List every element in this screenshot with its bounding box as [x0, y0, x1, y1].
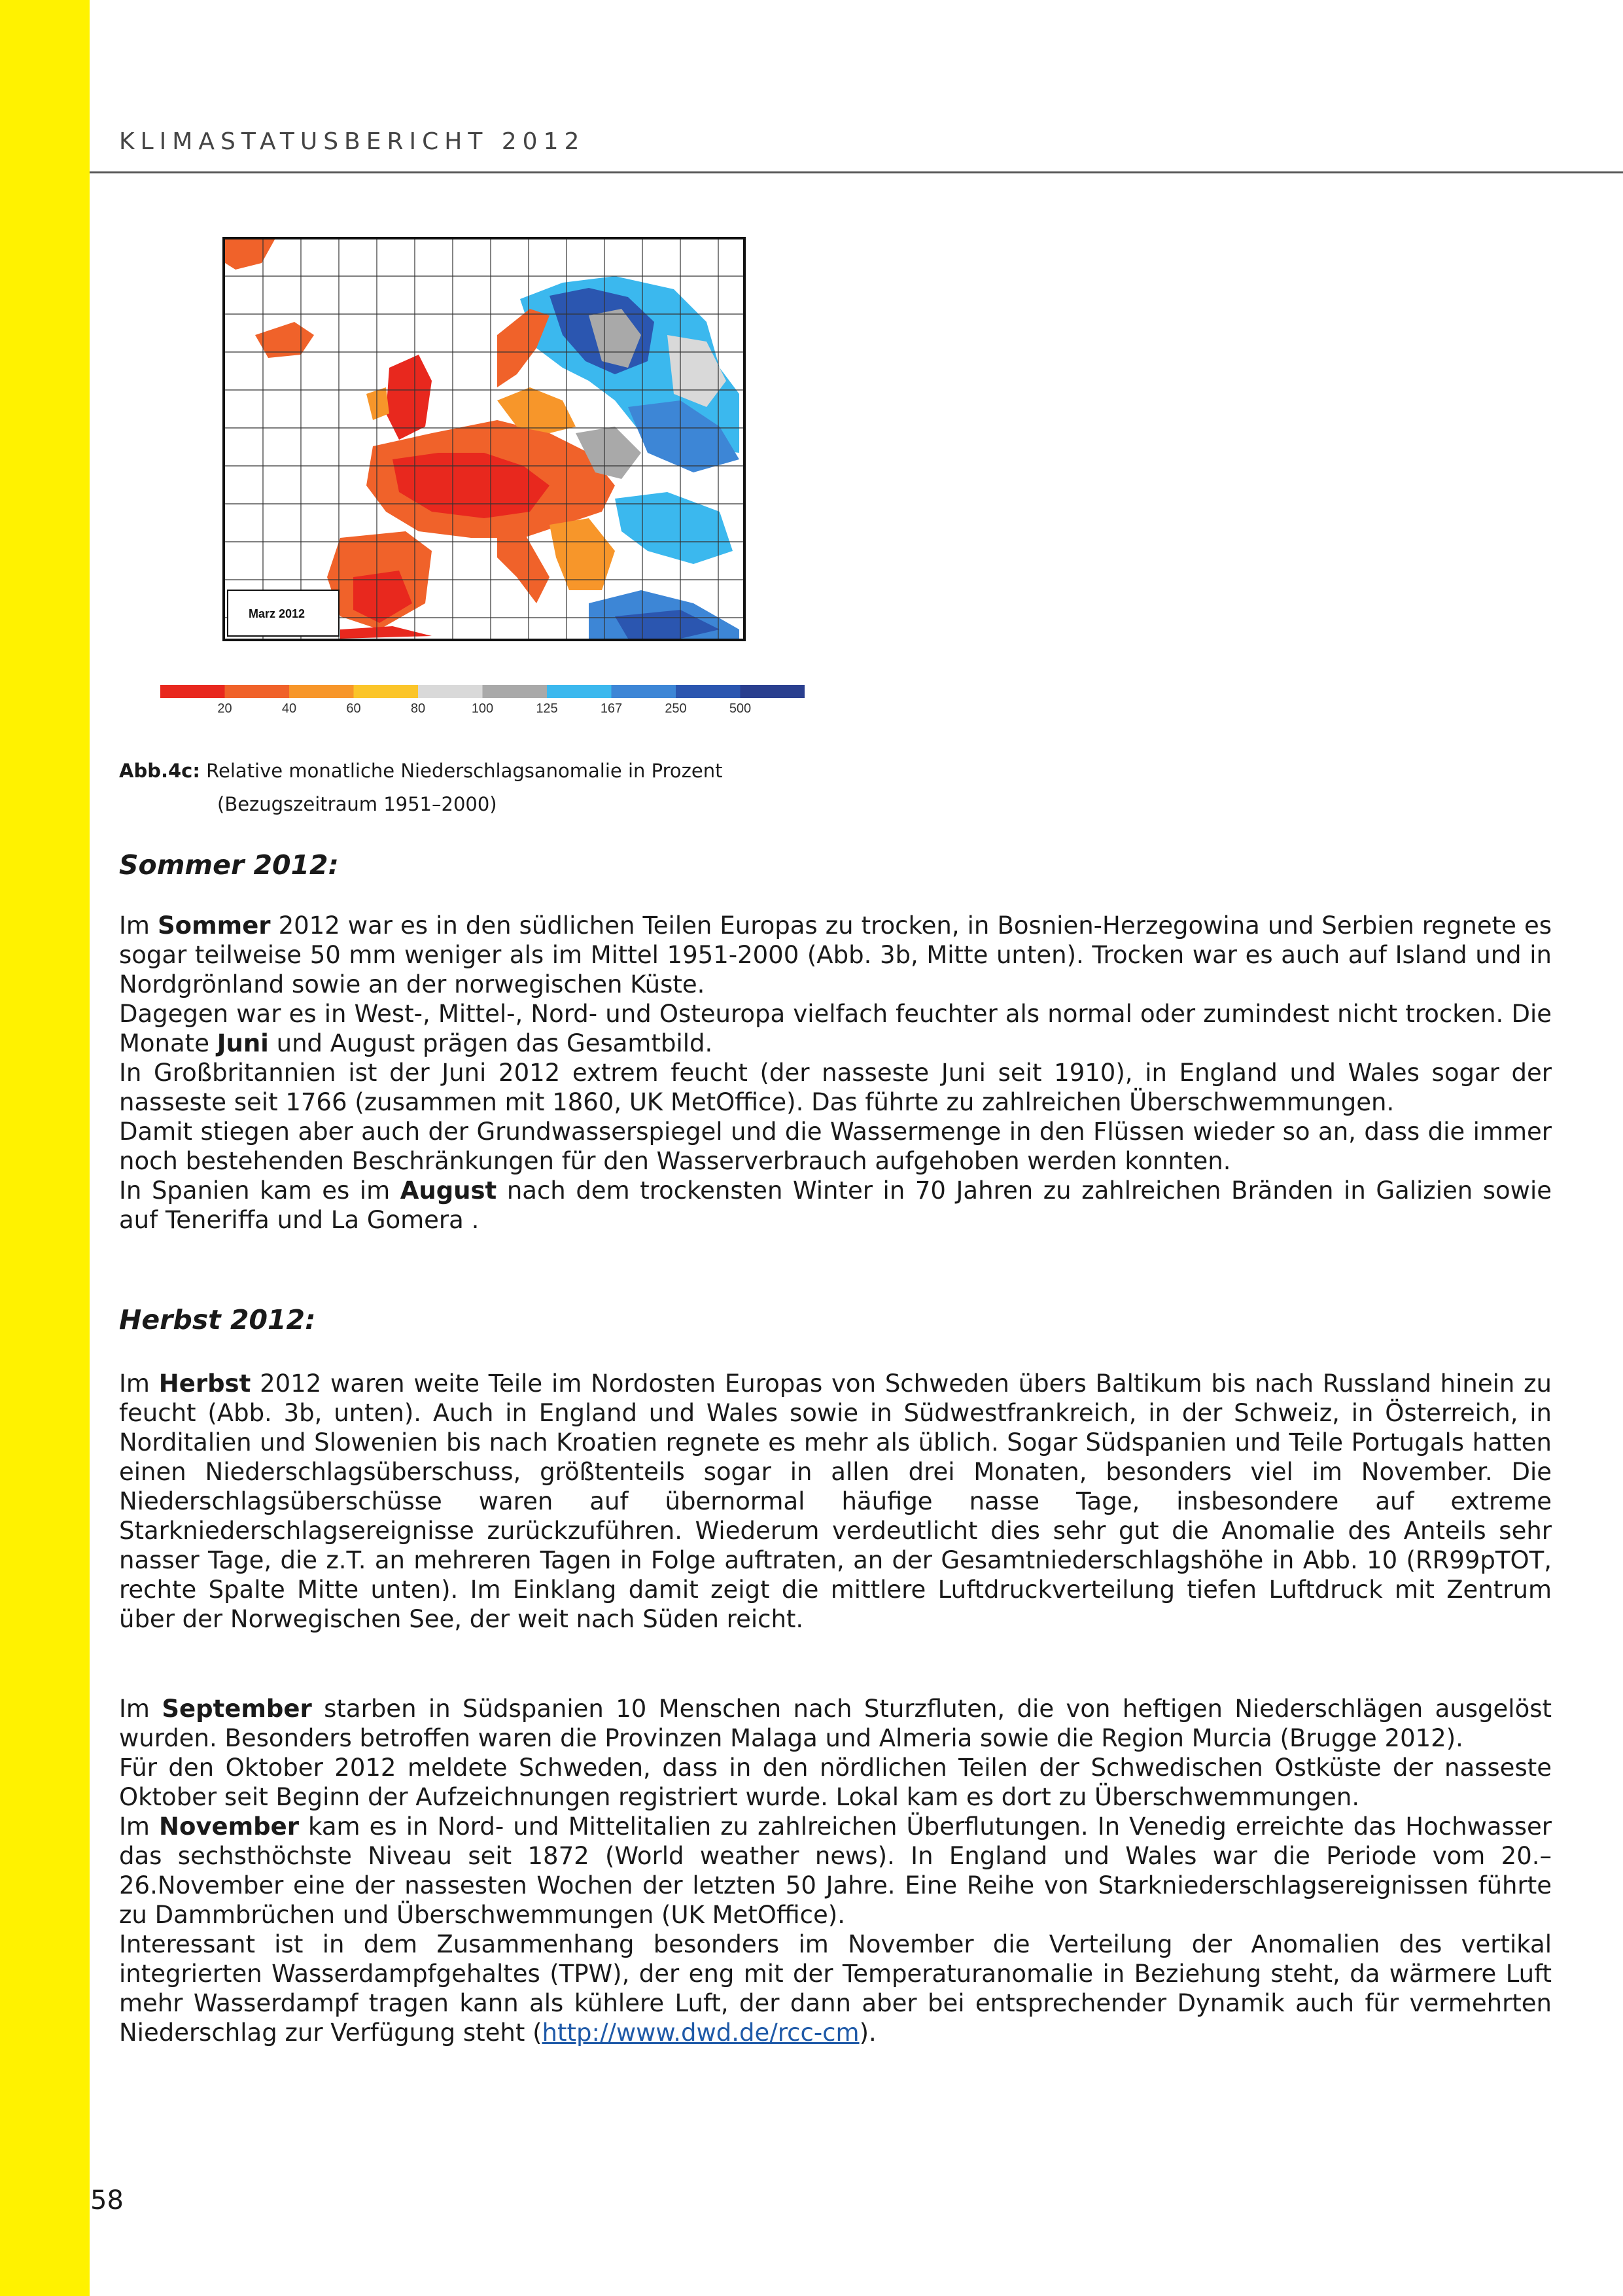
caption-reference-period: (Bezugszeitraum 1951–2000) [217, 793, 497, 815]
legend-tick-label: 20 [217, 701, 232, 716]
color-scale-legend [160, 684, 805, 716]
header-rule [90, 171, 1623, 173]
legend-swatch [741, 685, 805, 698]
dwd-link[interactable]: http://www.dwd.de/rcc-cm [542, 2019, 860, 2047]
legend-swatch [547, 685, 612, 698]
legend-swatch [483, 685, 548, 698]
figure-caption [119, 754, 722, 821]
yellow-margin-bar [0, 0, 90, 2296]
legend-swatch [612, 685, 676, 698]
legend-tick-label: 250 [665, 701, 687, 716]
legend-tick-label: 125 [536, 701, 558, 716]
paragraph: Im Herbst 2012 waren weite Teile im Nordosten Europas von Schweden übers Baltikum bis nach Russland hinein zu feucht (Abb. 3b, unten). Auch in England und Wales sowie in Südwestfrankreich, in der Schweiz, in Österreich, in Norditalien und Slowenien bis nach Kroatien regnete es mehr als üblich. Sogar Südspanien und Teile Portugals hatten einen Niederschlagsüberschuss, größtenteils sogar in allen drei Monaten, besonders viel im November. Die Niederschlagsüberschüsse waren auf übernormal häufige nasse Tage, insbesondere auf extreme Starkniederschlagsereignisse zurückzuführen. Wiederum verdeutlicht dies sehr gut die Anomalie des Anteils sehr nasser Tage, die z.T. an mehreren Tagen in Folge auftraten, an der Gesamtniederschlagshöhe in Abb. 10 (RR99pTOT, rechte Spalte Mitte unten). Im Einklang damit zeigt die mittlere Luftdruckverteilung tiefen Luftdruck mit Zentrum über der Norwegischen See, der weit nach Süden reicht. [119, 1369, 1552, 1633]
caption-text: Relative monatliche Niederschlagsanomalie in Prozent [206, 760, 723, 782]
legend-swatch [676, 685, 741, 698]
paragraph: In Großbritannien ist der Juni 2012 extrem feucht (der nasseste Juni seit 1910), in England und Wales sogar der nasseste seit 1766 (zusammen mit 1860, UK MetOffice). Das führte zu zahlreichen Überschwemmungen. [119, 1059, 1552, 1116]
paragraph: In Spanien kam es im August nach dem trockensten Winter in 70 Jahren zu zahlreichen Bränden in Galizien sowie auf Teneriffa und La Gomera . [119, 1176, 1552, 1234]
paragraph: Dagegen war es in West-, Mittel-, Nord- und Osteuropa vielfach feuchter als normal oder zumindest nicht trocken. Die Monate Juni und August prägen das Gesamtbild. [119, 1000, 1552, 1057]
paragraph: Interessant ist in dem Zusammenhang besonders im November die Verteilung der Anomalien des vertikal integrierten Wasserdampfgehaltes (TPW), der eng mit der Temperaturanomalie in Beziehung steht, da wärmere Luft mehr Wasserdampf tragen kann als kühlere Luft, der dann aber bei entsprechender Dynamik auch für vermehrten Niederschlag zur Verfügung steht (http://www.dwd.de/rcc-cm). [119, 1930, 1552, 2047]
paragraph: Im September starben in Südspanien 10 Menschen nach Sturzfluten, die von heftigen Niederschlägen ausgelöst wurden. Besonders betroffen waren die Provinzen Malaga und Almeria sowie die Region Murcia (Brugge 2012). [119, 1695, 1552, 1752]
precipitation-anomaly-map [222, 237, 746, 641]
page-number: 58 [90, 2185, 124, 2216]
running-header: KLIMASTATUSBERICHT 2012 [119, 128, 585, 155]
map-month-label: Marz 2012 [249, 607, 305, 620]
legend-tick-label: 60 [346, 701, 361, 716]
legend-swatch [225, 685, 290, 698]
legend-tick-label: 100 [471, 701, 494, 716]
legend-tick-label: 500 [729, 701, 752, 716]
paragraph: Für den Oktober 2012 meldete Schweden, dass in den nördlichen Teilen der Schwedischen Ostküste der nasseste Oktober seit Beginn der Aufzeichnungen registriert wurde. Lokal kam es dort zu Überschwemmungen. [119, 1754, 1552, 1811]
section-title-sommer: Sommer 2012: [119, 849, 339, 881]
paragraph: Damit stiegen aber auch der Grundwasserspiegel und die Wassermenge in den Flüssen wieder so an, dass die immer noch bestehenden Beschränkungen für den Wasserverbrauch aufgehoben werden konnten. [119, 1118, 1552, 1175]
herbst-text-continued [119, 1694, 1552, 2047]
legend-swatch [418, 685, 483, 698]
sommer-text [119, 911, 1552, 1235]
legend-tick-label: 167 [600, 701, 623, 716]
caption-label: Abb.4c: [119, 760, 200, 782]
legend-tick-label: 80 [410, 701, 426, 716]
herbst-text [119, 1369, 1552, 1634]
paragraph: Im Sommer 2012 war es in den südlichen Teilen Europas zu trocken, in Bosnien-Herzegowina und Serbien regnete es sogar teilweise 50 mm weniger als im Mittel 1951-2000 (Abb. 3b, Mitte unten). Trocken war es auch auf Island und in Nordgrönland sowie an der norwegischen Küste. [119, 911, 1552, 998]
legend-swatch [289, 685, 354, 698]
legend-swatch [160, 685, 225, 698]
paragraph: Im November kam es in Nord- und Mittelitalien zu zahlreichen Überflutungen. In Venedig erreichte das Hochwasser das sechsthöchste Niveau seit 1872 (World weather news). In England und Wales war die Periode vom 20.–26.November eine der nassesten Wochen der letzten 50 Jahre. Eine Reihe von Starkniederschlagsereignissen führte zu Dammbrüchen und Überschwemmungen (UK MetOffice). [119, 1812, 1552, 1929]
legend-swatch [354, 685, 419, 698]
legend-tick-label: 40 [281, 701, 297, 716]
section-title-herbst: Herbst 2012: [119, 1304, 316, 1335]
